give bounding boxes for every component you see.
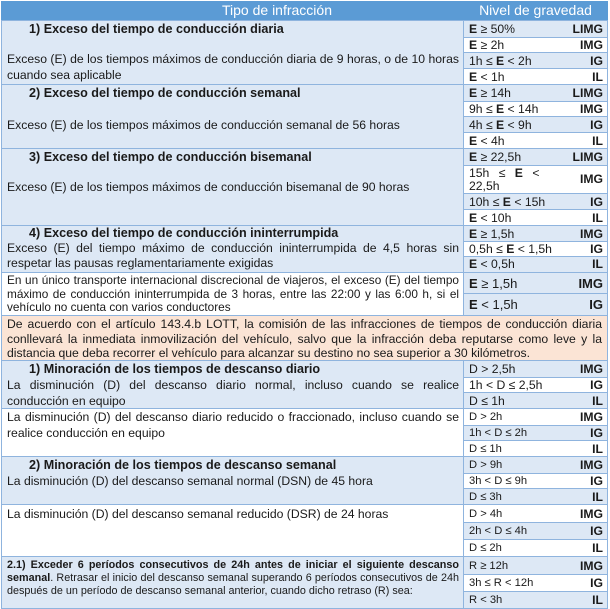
section-title: 1) Exceso del tiempo de conducción diaria	[29, 22, 284, 36]
section-title: 2) Exceso del tiempo de conducción semanal	[29, 86, 301, 100]
section-title: 1) Minoración de los tiempos de descanso diario	[29, 362, 321, 376]
section-description: Exceso (E) de los tiempos máximos de conducción bisemanal de 90 horas	[7, 180, 410, 194]
infractions-table	[1, 1, 608, 609]
severity-row: R < 3h IL	[464, 591, 607, 608]
section-descanso-semanal	[1, 456, 608, 504]
header-gravedad: Nivel de gravedad	[479, 2, 592, 18]
severity-row: D ≤ 3h IL	[464, 488, 607, 504]
severity-row: E < 10h IL	[464, 209, 607, 225]
severity-row: E ≥ 22,5h LIMG	[464, 149, 607, 165]
section-conduccion-bisemanal	[1, 148, 608, 225]
severity-row: D > 9h IMG	[464, 457, 607, 473]
severity-row: D > 2,5h IMG	[464, 361, 607, 377]
severity-row: 3h ≤ R < 12h IG	[464, 574, 607, 591]
table-header	[1, 1, 608, 20]
section-title: 4) Exceso del tiempo de conducción ininterrumpida	[29, 226, 339, 240]
severity-row: E ≥ 14h LIMG	[464, 85, 607, 101]
section-descanso-reducido	[1, 408, 608, 456]
lott-note: De acuerdo con el artículo 143.4.b LOTT, la comisión de las infracciones de tiempos de conducción diaria conllevará la inmediata inmovilización del vehículo, salvo que la infracción deba reputarse como leve y la distancia que deba recorrer el vehículo para alcanzar su destino no sea superior a 30 kilómetros.	[1, 315, 608, 360]
severity-row: R ≥ 12h IMG	[464, 557, 607, 574]
section-exceder-periodos	[1, 556, 608, 609]
severity-row: D ≤ 2h IL	[464, 539, 607, 556]
severity-row: E < 1,5h IG	[464, 293, 607, 315]
section-description: Exceso (E) de los tiempos máximos de conducción semanal de 56 horas	[7, 118, 400, 132]
section-conduccion-diaria	[1, 20, 608, 84]
severity-row: E < 4h IL	[464, 132, 607, 148]
severity-row: E < 1h IL	[464, 68, 607, 84]
severity-row: E < 0,5h IL	[464, 256, 607, 271]
section-description: Exceso (E) de los tiempos máximos de conducción diaria de 9 horas, o de 10 horas cuando sea aplicable	[7, 52, 459, 82]
severity-row: 10h ≤ E < 15h IG	[464, 193, 607, 209]
severity-row: 15h ≤ E < 22,5h IMG	[464, 165, 607, 194]
severity-row: E ≥ 1,5h IMG	[464, 226, 607, 241]
severity-row: 1h ≤ E < 2h IG	[464, 52, 607, 68]
section-description: En un único transporte internacional discrecional de viajeros, el exceso (E) del tiempo máximo de conducción ininterrumpida de 3 horas, entre las 22:00 y las 6:00 h, si el vehículo no cuenta con varios conductores	[7, 273, 459, 314]
severity-row: D ≤ 1h IL	[464, 440, 607, 456]
severity-row: 4h ≤ E < 9h IG	[464, 116, 607, 132]
severity-row: E ≥ 50% LIMG	[464, 21, 607, 37]
severity-row: 2h < D ≤ 4h IG	[464, 522, 607, 539]
section-conduccion-semanal	[1, 84, 608, 148]
section-transporte-internacional	[1, 272, 608, 315]
section-title: 2) Minoración de los tiempos de descanso semanal	[29, 458, 337, 472]
section-title: 3) Exceso del tiempo de conducción bisemanal	[29, 150, 312, 164]
header-infraccion: Tipo de infracción	[222, 2, 332, 18]
severity-row: 0,5h ≤ E < 1,5h IG	[464, 241, 607, 256]
severity-row: 1h < D ≤ 2,5h IG	[464, 377, 607, 393]
section-title: 2.1) Exceder 6 períodos consecutivos de 24h antes de iniciar el siguiente descanso semanal	[7, 559, 459, 584]
section-descanso-semanal-reducido	[1, 504, 608, 556]
section-description: La disminución (D) del descanso diario normal, incluso cuando se realice conducción en equipo	[7, 378, 459, 408]
severity-row: 9h ≤ E < 14h IMG	[464, 101, 607, 117]
section-description: Exceso (E) del tiempo máximo de conducción ininterrumpida de 4,5 horas sin respetar las pausas reglamentariamente exigidas	[7, 241, 459, 270]
section-descanso-diario	[1, 360, 608, 408]
severity-row: D > 4h IMG	[464, 505, 607, 522]
severity-row: 1h < D ≤ 2h IG	[464, 425, 607, 441]
severity-row: E ≥ 1,5h IMG	[464, 273, 607, 293]
severity-row: 3h < D ≤ 9h IG	[464, 473, 607, 489]
section-description: La disminución (D) del descanso semanal normal (DSN) de 45 hora	[7, 474, 373, 488]
section-description: La disminución (D) del descanso semanal reducido (DSR) de 24 horas	[7, 507, 389, 521]
severity-row: D > 2h IMG	[464, 409, 607, 425]
section-description: La disminución (D) del descanso diario reducido o fraccionado, incluso cuando se realice conducción en equipo	[7, 410, 459, 440]
severity-row: E ≥ 2h IMG	[464, 37, 607, 53]
section-description: 2.1) Exceder 6 períodos consecutivos de 24h antes de iniciar el siguiente descanso semanal. Retrasar el inicio del descanso semanal superando 6 períodos consecutivos de 24h después de un período de descanso semanal anterior, cuando dicho retraso (R) sea:	[7, 559, 459, 597]
section-conduccion-ininterrumpida	[1, 225, 608, 272]
severity-row: D ≤ 1h IL	[464, 392, 607, 408]
